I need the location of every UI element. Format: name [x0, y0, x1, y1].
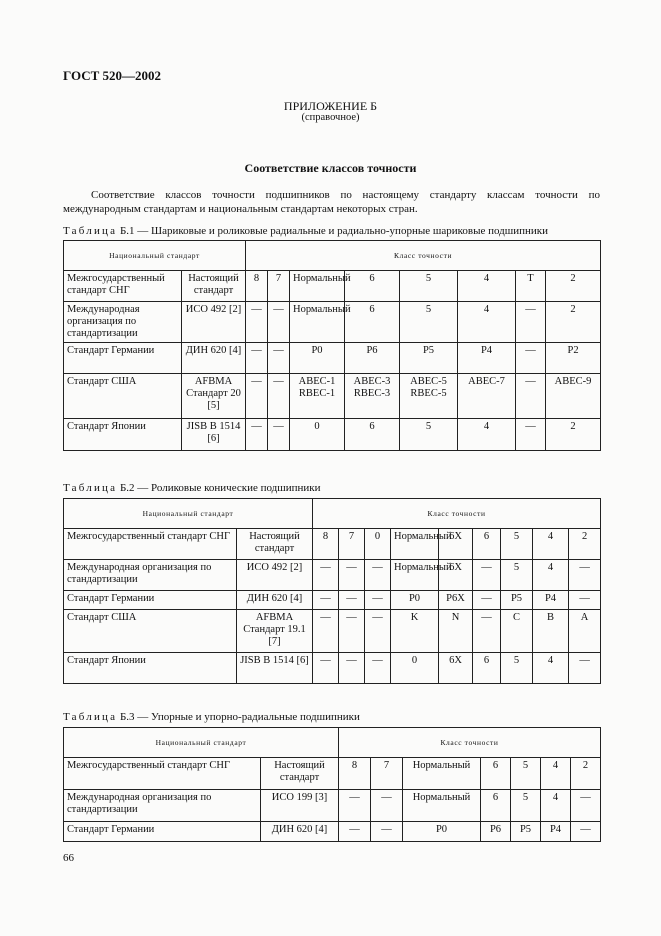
- table-cell: —: [516, 374, 546, 419]
- table-cell: 4: [458, 419, 516, 451]
- table-3-caption-text: Б.3 — Упорные и упорно-радиальные подшипники: [119, 711, 360, 723]
- table-cell: Международная организация по стандартизации: [64, 302, 182, 343]
- table-cell: —: [268, 374, 290, 419]
- table-cell: 5: [501, 560, 533, 591]
- document-code: ГОСТ 520—2002: [63, 68, 162, 83]
- table-cell: Межгосударственный стандарт СНГ: [64, 271, 182, 302]
- table-1-header-national: Национальный стандарт: [64, 241, 246, 271]
- table-cell: Межгосударственный стандарт СНГ: [64, 529, 237, 560]
- table-3-header-national: Национальный стандарт: [64, 728, 339, 758]
- table-cell: —: [246, 343, 268, 374]
- table-cell: P5: [511, 822, 541, 842]
- table-cell: 6: [345, 419, 400, 451]
- table-cell: 6X: [439, 653, 473, 684]
- table-cell: Нормальный: [391, 560, 439, 591]
- table-cell: 4: [458, 271, 516, 302]
- table-cell: —: [569, 653, 601, 684]
- table-cell: 4: [458, 302, 516, 343]
- table-cell: 6: [481, 790, 511, 822]
- table-cell: —: [473, 591, 501, 610]
- table-row: [64, 560, 601, 591]
- table-cell: AFBMA Стандарт 20 [5]: [182, 374, 246, 419]
- table-row: [64, 822, 601, 842]
- table-cell: N: [439, 610, 473, 653]
- table-cell: P6: [345, 343, 400, 374]
- table-cell: —: [313, 653, 339, 684]
- table-row: [64, 610, 601, 653]
- table-cell: —: [339, 653, 365, 684]
- table-cell: —: [571, 790, 601, 822]
- table-cell: —: [365, 560, 391, 591]
- table-cell: ABEC-9: [546, 374, 601, 419]
- table-cell: —: [473, 610, 501, 653]
- table-1-header-row: [64, 241, 601, 271]
- table-cell: P4: [541, 822, 571, 842]
- table-cell: —: [313, 610, 339, 653]
- table-cell: Настоящий стандарт: [237, 529, 313, 560]
- table-cell: P4: [533, 591, 569, 610]
- table-cell: ABEC-7: [458, 374, 516, 419]
- table-cell: Стандарт Японии: [64, 653, 237, 684]
- table-cell: Стандарт США: [64, 610, 237, 653]
- table-cell: 8: [246, 271, 268, 302]
- table-cell: Нормальный: [290, 302, 345, 343]
- table-cell: —: [268, 343, 290, 374]
- table-3: [63, 727, 601, 842]
- table-1-header-class: Класс точности: [246, 241, 601, 271]
- table-cell: —: [569, 591, 601, 610]
- table-cell: 8: [339, 758, 371, 790]
- table-cell: 4: [541, 758, 571, 790]
- table-cell: ДИН 620 [4]: [261, 822, 339, 842]
- table-2-caption: [63, 482, 321, 494]
- table-cell: 5: [511, 790, 541, 822]
- table-cell: Стандарт США: [64, 374, 182, 419]
- table-cell: 0: [290, 419, 345, 451]
- table-row: [64, 343, 601, 374]
- table-cell: 6: [481, 758, 511, 790]
- table-cell: A: [569, 610, 601, 653]
- table-cell: 4: [533, 560, 569, 591]
- table-1-caption: [63, 225, 548, 237]
- page-number: 66: [63, 852, 74, 864]
- table-cell: —: [516, 419, 546, 451]
- table-row: [64, 419, 601, 451]
- table-cell: T: [516, 271, 546, 302]
- table-cell: —: [473, 560, 501, 591]
- table-cell: —: [569, 560, 601, 591]
- table-cell: Настоящий стандарт: [182, 271, 246, 302]
- table-cell: B: [533, 610, 569, 653]
- table-cell: Стандарт Германии: [64, 343, 182, 374]
- table-cell: P0: [403, 822, 481, 842]
- table-cell: P6X: [439, 591, 473, 610]
- table-cell: 4: [533, 529, 569, 560]
- table-cell: ИСО 492 [2]: [182, 302, 246, 343]
- table-cell: 5: [511, 758, 541, 790]
- table-2-header-row: [64, 499, 601, 529]
- table-cell: 5: [400, 302, 458, 343]
- table-2-header-class: Класс точности: [313, 499, 601, 529]
- table-cell: —: [268, 419, 290, 451]
- appendix-title: ПРИЛОЖЕНИЕ Б: [283, 99, 378, 113]
- table-cell: 6: [473, 653, 501, 684]
- table-3-header-row: [64, 728, 601, 758]
- table-cell: Стандарт Японии: [64, 419, 182, 451]
- table-cell: 0: [391, 653, 439, 684]
- table-cell: 6: [345, 302, 400, 343]
- table-cell: P5: [501, 591, 533, 610]
- table-cell: —: [313, 560, 339, 591]
- table-cell: Нормальный: [403, 758, 481, 790]
- table-2: [63, 498, 601, 684]
- table-cell: 6: [345, 271, 400, 302]
- table-cell: —: [339, 790, 371, 822]
- table-cell: 7: [339, 529, 365, 560]
- table-cell: —: [516, 343, 546, 374]
- table-cell: 2: [546, 302, 601, 343]
- table-cell: —: [365, 653, 391, 684]
- table-cell: Стандарт Германии: [64, 822, 261, 842]
- table-cell: Международная организация по стандартизации: [64, 790, 261, 822]
- table-3-caption: [63, 711, 360, 723]
- table-cell: Нормальный: [403, 790, 481, 822]
- table-cell: C: [501, 610, 533, 653]
- table-cell: 5: [400, 271, 458, 302]
- table-cell: 2: [569, 529, 601, 560]
- table-cell: JISB В 1514 [6]: [182, 419, 246, 451]
- table-cell: P2: [546, 343, 601, 374]
- table-2-caption-text: Б.2 — Роликовые конические подшипники: [119, 482, 321, 494]
- table-cell: —: [313, 591, 339, 610]
- table-cell: —: [571, 822, 601, 842]
- table-cell: 2: [571, 758, 601, 790]
- table-cell: —: [339, 560, 365, 591]
- table-3-header-class: Класс точности: [339, 728, 601, 758]
- table-cell: ДИН 620 [4]: [237, 591, 313, 610]
- table-cell: 6X: [439, 560, 473, 591]
- table-cell: —: [246, 374, 268, 419]
- table-cell: 5: [501, 653, 533, 684]
- table-cell: Стандарт Германии: [64, 591, 237, 610]
- table-cell: ДИН 620 [4]: [182, 343, 246, 374]
- table-cell: 7: [268, 271, 290, 302]
- table-cell: —: [365, 591, 391, 610]
- table-cell: 8: [313, 529, 339, 560]
- table-row: [64, 758, 601, 790]
- table-cell: —: [246, 419, 268, 451]
- table-1-word: Таблица: [63, 225, 118, 237]
- table-cell: —: [246, 302, 268, 343]
- table-cell: —: [339, 610, 365, 653]
- table-cell: 0: [365, 529, 391, 560]
- table-cell: 4: [533, 653, 569, 684]
- section-title: Соответствие классов точности: [244, 161, 417, 175]
- table-cell: P4: [458, 343, 516, 374]
- table-2-header-national: Национальный стандарт: [64, 499, 313, 529]
- table-row: [64, 529, 601, 560]
- table-cell: 7: [371, 758, 403, 790]
- table-cell: 2: [546, 271, 601, 302]
- table-cell: —: [268, 302, 290, 343]
- table-cell: Международная организация по стандартизации: [64, 560, 237, 591]
- table-cell: 2: [546, 419, 601, 451]
- table-cell: 5: [400, 419, 458, 451]
- table-cell: 5: [501, 529, 533, 560]
- table-cell: P0: [391, 591, 439, 610]
- table-cell: AFBMA Стандарт 19.1 [7]: [237, 610, 313, 653]
- table-cell: ABEC-3 RBEC-3: [345, 374, 400, 419]
- table-row: [64, 302, 601, 343]
- table-cell: JISB В 1514 [6]: [237, 653, 313, 684]
- table-1-caption-text: Б.1 — Шариковые и роликовые радиальные и радиально-упорные шариковые подшипники: [119, 225, 549, 237]
- table-cell: —: [371, 790, 403, 822]
- table-cell: ИСО 199 [3]: [261, 790, 339, 822]
- table-cell: Настоящий стандарт: [261, 758, 339, 790]
- table-cell: 6X: [439, 529, 473, 560]
- table-cell: —: [339, 591, 365, 610]
- table-cell: —: [371, 822, 403, 842]
- table-row: [64, 374, 601, 419]
- table-cell: Нормальный: [290, 271, 345, 302]
- table-cell: ABEC-1 RBEC-1: [290, 374, 345, 419]
- table-row: [64, 790, 601, 822]
- table-cell: ИСО 492 [2]: [237, 560, 313, 591]
- table-row: [64, 271, 601, 302]
- table-row: [64, 653, 601, 684]
- table-cell: —: [365, 610, 391, 653]
- table-cell: 6: [473, 529, 501, 560]
- table-cell: Нормальный: [391, 529, 439, 560]
- table-row: [64, 591, 601, 610]
- table-cell: Межгосударственный стандарт СНГ: [64, 758, 261, 790]
- table-cell: 4: [541, 790, 571, 822]
- appendix-subtitle: (справочное): [301, 112, 360, 123]
- table-cell: P6: [481, 822, 511, 842]
- table-2-word: Таблица: [63, 482, 118, 494]
- table-cell: —: [339, 822, 371, 842]
- table-cell: K: [391, 610, 439, 653]
- table-1: [63, 240, 601, 451]
- intro-paragraph: Соответствие классов точности подшипников по настоящему стандарту классам точности по международным стандартам и национальным стандартам некоторых стран.: [63, 189, 600, 215]
- table-3-word: Таблица: [63, 711, 118, 723]
- table-cell: —: [516, 302, 546, 343]
- table-cell: P5: [400, 343, 458, 374]
- table-cell: ABEC-5 RBEC-5: [400, 374, 458, 419]
- table-cell: P0: [290, 343, 345, 374]
